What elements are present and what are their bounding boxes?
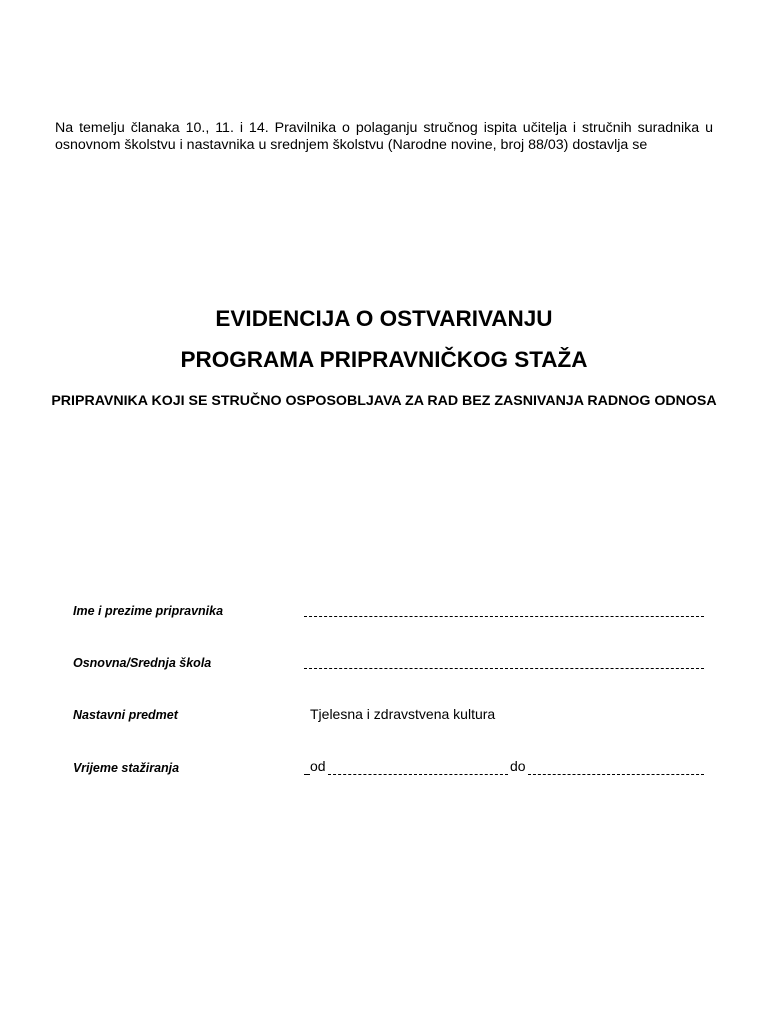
trainee-name-field[interactable] xyxy=(304,616,704,617)
trainee-name-label: Ime i prezime pripravnika xyxy=(73,604,224,618)
subject-value[interactable]: Tjelesna i zdravstvena kultura xyxy=(310,706,496,722)
school-field[interactable] xyxy=(304,668,704,669)
document-subtitle: PRIPRAVNIKA KOJI SE STRUČNO OSPOSOBLJAVA ZA RAD BEZ ZASNIVANJA RADNOG ODNOSA xyxy=(51,393,717,409)
school-label: Osnovna/Srednja škola xyxy=(73,656,212,670)
document-title-line1: EVIDENCIJA O OSTVARIVANJU xyxy=(215,306,553,331)
document-title-line2: PROGRAMA PRIPRAVNIČKOG STAŽA xyxy=(180,347,588,372)
period-from-field[interactable] xyxy=(328,774,508,775)
period-to-label: do xyxy=(510,758,526,774)
period-lead-line xyxy=(304,774,310,775)
period-to-field[interactable] xyxy=(528,774,704,775)
intro-paragraph: Na temelju članaka 10., 11. i 14. Pravilnika o polaganju stručnog ispita učitelja i stručnih suradnika u osnovnom školstvu i nastavnika u srednjem školstvu (Narodne novine, broj 88/03) dostavlja se xyxy=(55,120,713,153)
period-from-label: od xyxy=(310,758,326,774)
period-label: Vrijeme stažiranja xyxy=(73,761,180,775)
subject-label: Nastavni predmet xyxy=(73,708,178,722)
